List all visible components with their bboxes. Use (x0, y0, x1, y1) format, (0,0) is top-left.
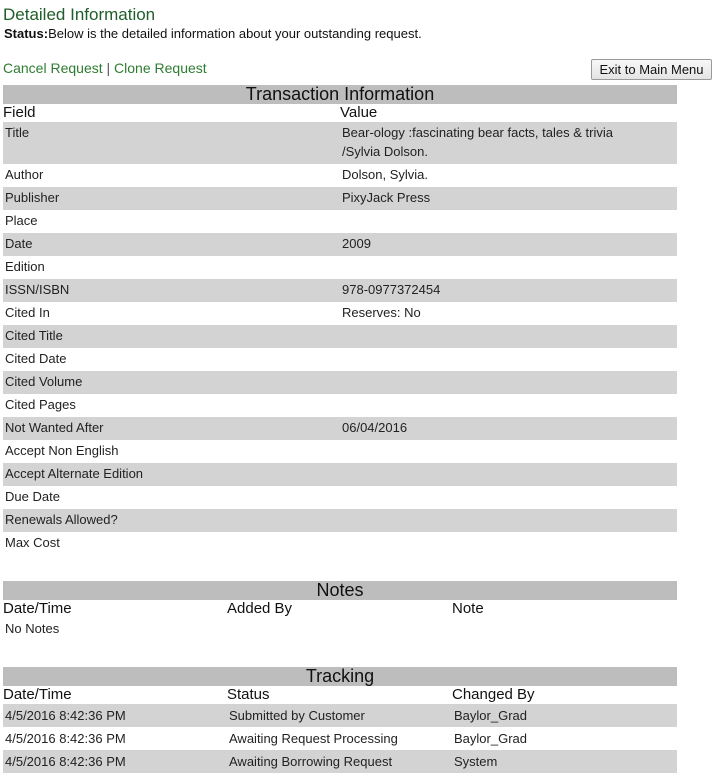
notes-column-headers (3, 600, 677, 618)
value-column-header: Value (340, 104, 378, 121)
transaction-section (3, 85, 677, 555)
tracking-changed-by-cell: Baylor_Grad (454, 731, 527, 746)
tracking-row (3, 727, 677, 750)
transaction-row (3, 187, 677, 210)
exit-to-main-menu-button[interactable]: Exit to Main Menu (591, 59, 712, 80)
tracking-column-headers (3, 686, 677, 704)
field-column-header: Field (3, 104, 36, 121)
transaction-row (3, 417, 677, 440)
notes-added-by-header: Added By (227, 600, 293, 617)
transaction-row (3, 509, 677, 532)
tracking-datetime-cell: 4/5/2016 8:42:36 PM (5, 731, 126, 746)
field-cell: Renewals Allowed? (5, 512, 118, 527)
tracking-header: Tracking (3, 667, 677, 686)
status-label: Status: (4, 26, 49, 41)
status-text: Below is the detailed information about your outstanding request. (48, 26, 422, 41)
tracking-datetime-cell: 4/5/2016 8:42:36 PM (5, 754, 126, 769)
value-cell: 06/04/2016 (342, 420, 408, 435)
tracking-changed-by-cell: System (454, 754, 498, 769)
field-cell: Not Wanted After (5, 420, 104, 435)
field-cell: Cited Pages (5, 397, 76, 412)
transaction-row (3, 325, 677, 348)
transaction-row (3, 532, 677, 555)
value-cell: Bear-ology :fascinating bear facts, tales & trivia /Sylvia Dolson. (342, 125, 613, 159)
tracking-changed-by-cell: Baylor_Grad (454, 708, 527, 723)
tracking-status-cell: Submitted by Customer (229, 708, 365, 723)
field-cell: Accept Alternate Edition (5, 466, 144, 481)
transaction-row (3, 394, 677, 417)
field-cell: Max Cost (5, 535, 60, 550)
transaction-rows (3, 122, 677, 555)
transaction-header: Transaction Information (3, 85, 677, 104)
notes-section (3, 581, 677, 640)
value-cell: PixyJack Press (342, 190, 431, 205)
field-cell: Title (5, 125, 30, 140)
transaction-row (3, 440, 677, 463)
value-cell: 2009 (342, 236, 371, 251)
transaction-row (3, 164, 677, 187)
transaction-row (3, 122, 677, 164)
notes-note-header: Note (452, 600, 484, 617)
tracking-status-cell: Awaiting Borrowing Request (229, 754, 393, 769)
transaction-row (3, 302, 677, 325)
field-cell: Due Date (5, 489, 60, 504)
field-cell: Cited Date (5, 351, 67, 366)
page-title: Detailed Information (3, 5, 156, 24)
value-cell: 978-0977372454 (342, 282, 441, 297)
field-cell: Author (5, 167, 44, 182)
tracking-row (3, 750, 677, 773)
cancel-request-link[interactable]: Cancel Request (3, 60, 103, 76)
field-cell: ISSN/ISBN (5, 282, 70, 297)
tracking-datetime-cell: 4/5/2016 8:42:36 PM (5, 708, 126, 723)
transaction-column-headers (3, 104, 677, 122)
value-cell: Dolson, Sylvia. (342, 167, 428, 182)
tracking-section (3, 667, 677, 773)
value-cell: Reserves: No (342, 305, 421, 320)
tracking-changed-by-header: Changed By (452, 686, 535, 703)
request-actions (3, 60, 207, 76)
notes-empty-row (3, 618, 677, 640)
field-cell: Cited Volume (5, 374, 83, 389)
notes-header: Notes (3, 581, 677, 600)
action-separator: | (106, 60, 111, 76)
field-cell: Edition (5, 259, 45, 274)
transaction-row (3, 210, 677, 233)
field-cell: Date (5, 236, 33, 251)
transaction-row (3, 279, 677, 302)
field-cell: Cited In (5, 305, 50, 320)
tracking-datetime-header: Date/Time (3, 686, 72, 703)
tracking-rows (3, 704, 677, 773)
transaction-row (3, 348, 677, 371)
field-cell: Accept Non English (5, 443, 119, 458)
no-notes-text: No Notes (5, 621, 60, 636)
transaction-row (3, 371, 677, 394)
field-cell: Publisher (5, 190, 60, 205)
tracking-status-cell: Awaiting Request Processing (229, 731, 398, 746)
transaction-row (3, 233, 677, 256)
field-cell: Cited Title (5, 328, 63, 343)
tracking-status-header: Status (227, 686, 270, 703)
clone-request-link[interactable]: Clone Request (114, 60, 207, 76)
notes-datetime-header: Date/Time (3, 600, 72, 617)
status-line (4, 26, 422, 41)
tracking-row (3, 704, 677, 727)
field-cell: Place (5, 213, 38, 228)
transaction-row (3, 463, 677, 486)
transaction-row (3, 256, 677, 279)
transaction-row (3, 486, 677, 509)
